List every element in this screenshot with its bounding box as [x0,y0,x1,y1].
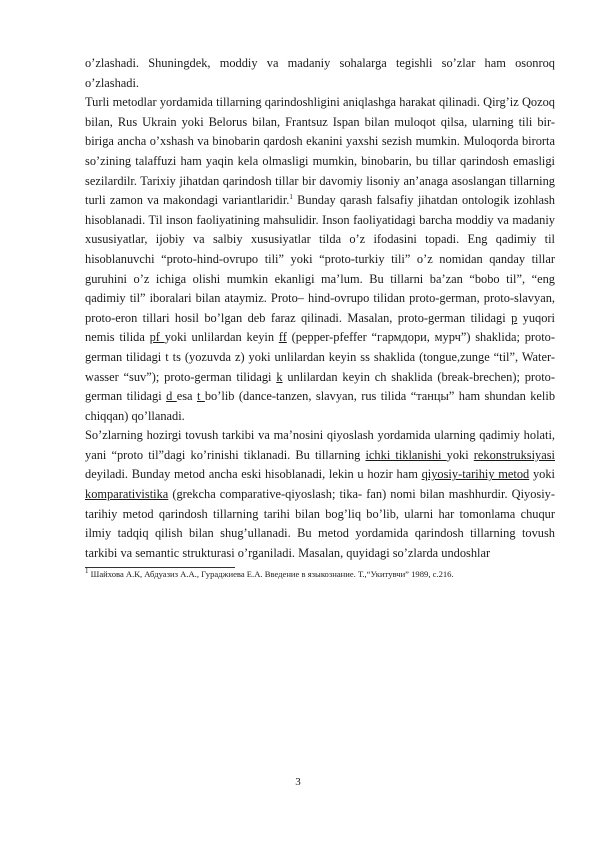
term-reconstruction: rekonstruksiyasi [473,447,555,462]
footnote-marker: 1 [85,567,89,576]
paragraph-comparative-text-b: yoki [446,447,474,462]
paragraph-comparative-text-e: (grekcha comparative-qiyoslash; tika- fan) nomi bilan mashhurdir. Qiyosiy-tarihiy metod qarindosh tillarning tarihi bilan bog’liq bo’lib, ularni har tomonlama chuqur ilmiy tadqiq qilish bilan shug’ullanadi. Bu metod yordamida qarindosh tillarning tovush tarkibi va semantic strukturasi o’rganiladi. Masalan, quyidagi so’zlarda undoshlar [85,487,555,560]
underlined-letter-p: p [511,310,518,325]
paragraph-methods-text-g: esa [176,389,197,404]
term-comparative-historical-method: qiyosiy-tarihiy metod [421,467,530,482]
paragraph-comparative-text-d: yoki [529,467,555,482]
paragraph-intro-text: o’zlashadi. Shuningdek, moddiy va madaniy sohalarga tegishli so’zlar ham osonroq o’zlashadi. [85,56,555,90]
term-comparativistics: komparativistika [85,487,169,502]
footnote [85,569,555,580]
footnote-text: Шайхова А.К, Абдуазиз А.А., Гураджиева Е.А. Введение в языкознание. Т.,“Укитувчи” 1989, с.216. [88,569,454,580]
underlined-letter-t: t [196,389,205,404]
paragraph-methods-text-b: Bunday qarash falsafiy jihatdan ontologik izohlash hisoblanadi. Til inson faoliyatining mahsulidir. Inson faoliyatidagi barcha moddiy va madaniy xususiyatlar, ijobiy va salbiy xususiyatlar tilda o’z ifodasini topadi. Eng qadimiy til hisoblanuvchi “proto-hind-ovrupo tili” yoki “proto-turkiy tili” o’z nomidan qanday tillar guruhini o’z ichiga olishi mumkin ekanligi ma’lum. Bu tillarni ba’zan “bobo til”, “eng qadimiy til” iboralari bilan ataymiz. Proto– hind-ovrupo tilidan proto-german, proto-slavyan, proto-eron tillari hosil bo’lgan deb faraz qilinadi. Masalan, proto-german tilidagi [85,193,555,325]
underlined-letters-pf: pf [149,330,165,345]
term-internal-reconstruction: ichki tiklanishi [365,447,447,462]
underlined-letters-ff: ff [278,330,287,345]
paragraph-methods-text-h: bo’lib (dance-tanzen, slavyan, rus tilida “танцы” ham shundan kelib chiqqan) qo’llanadi. [85,389,556,423]
paragraph-methods [85,93,555,426]
page-number: 3 [295,776,301,788]
paragraph-comparative-text-c: deyiladi. Bunday metod ancha eski hisoblanadi, lekin u hozir ham [85,467,422,482]
paragraph-methods-text-f: unlilardan keyin ch shaklida (break-brechen); proto-german tilidagi [85,369,555,404]
paragraph-methods-text-a: Turli metodlar yordamida tillarning qarindoshligini aniqlashga harakat qilinadi. Qirg’iz Qozoq bilan, Rus Ukrain yoki Belorus bilan, Frantsuz Ispan bilan muloqot qilsa, ularning tili bir-biriga ancha o’xshash va binobarin qardosh ekanini yaxshi sezish mumkin. Muloqorda birorta so’zining talaffuzi ham yaqin kela olmasligi mumkin, binobarin, bu tillar qarindosh emasligi sezilardilr. Tarixiy jihatdan qarindosh tillar bir davomiy lisoniy an’anaga asoslangan tillarning turli zamon va makondagi variantlaridir. [85,95,555,208]
paragraph-methods-text-c: yuqori nemis tilida [85,310,555,345]
document-page [85,54,555,580]
footnote-reference: 1 [289,193,293,202]
underlined-letter-k: k [276,369,283,384]
paragraph-methods-text-d: yoki unlilardan keyin [164,330,279,345]
paragraph-methods-text-e: (pepper-pfeffer “гармдори, мурч”) shaklida; proto-german tilidagi t ts (yozuvda z) yoki unlilardan keyin ss shaklida (tongue,zunge “til”, Water-wasser “suv”); proto-german tilidagi [85,330,556,384]
paragraph-comparative [85,426,555,563]
underlined-letter-d: d [166,389,177,404]
paragraph-comparative-text-a: So’zlarning hozirgi tovush tarkibi va ma’nosini qiyoslash yordamida ularning qadimiy holati, yani “proto til”dagi ko’rinishi tiklanadi. Bu tillarning [85,428,555,462]
paragraph-intro [85,54,555,93]
